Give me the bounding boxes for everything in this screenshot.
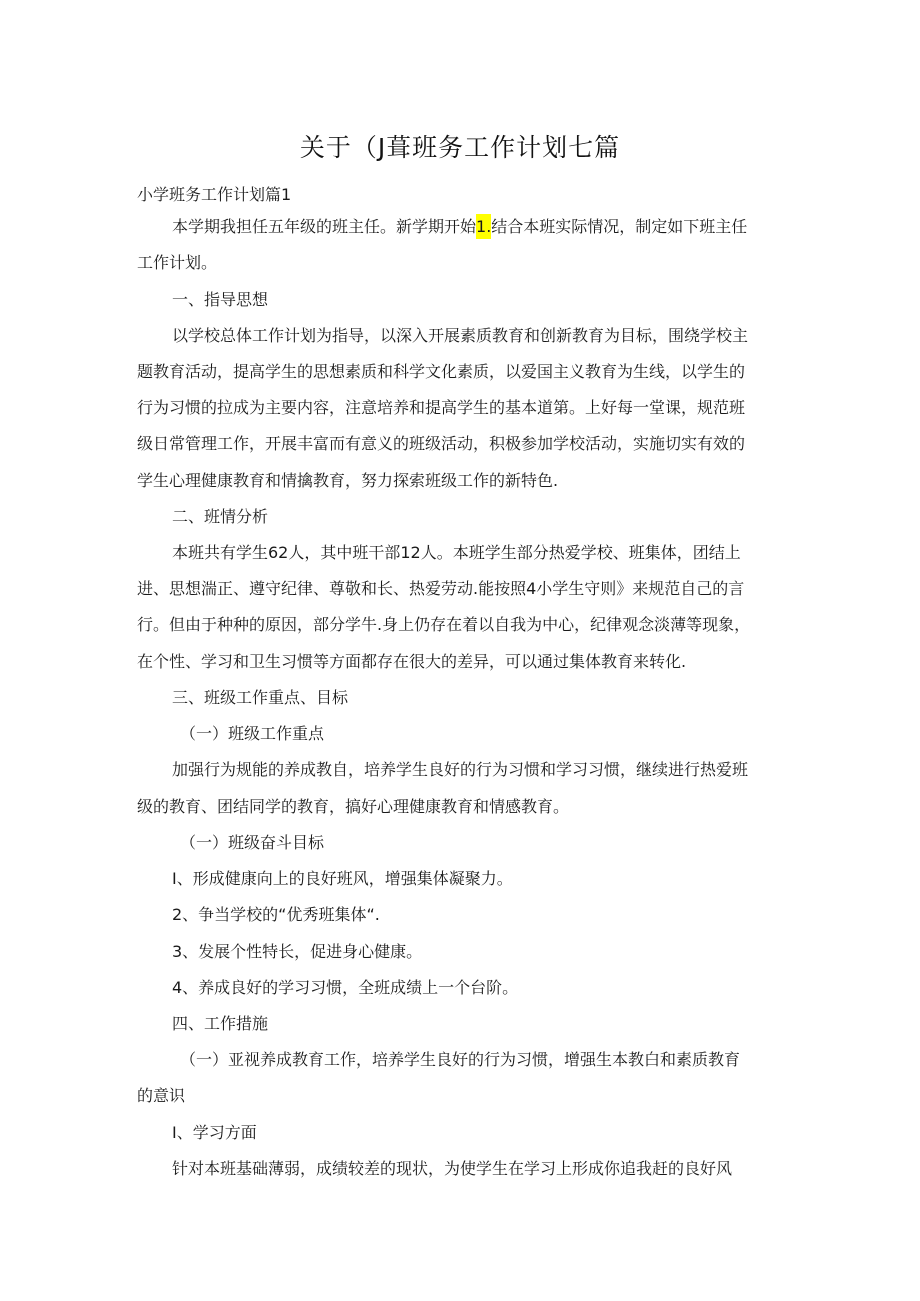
intro-text-after: 结合本班实际情况，制定如下班主任	[491, 217, 748, 236]
paragraph-line: 行。但由于种种的原因，部分学牛.身上仍存在着以自我为中心，纪律观念淡薄等现象，	[137, 615, 751, 634]
paragraph-line: 行为习惯的拉成为主要内容，注意培养和提高学生的基本道第。上好每一堂课，规范班	[137, 398, 746, 417]
highlighted-text: 1.	[476, 214, 491, 239]
intro-text-before: 本学期我担任五年级的班主任。新学期开始	[172, 217, 477, 236]
document-subtitle: 小学班务工作计划篇1	[137, 185, 292, 204]
paragraph-line: 针对本班基础薄弱，成绩较差的现状，为使学生在学习上形成你追我赶的良好风	[172, 1159, 733, 1178]
paragraph-line: 题教育活动，提高学生的思想素质和科学文化素质，以爱国主义教育为生线，以学生的	[137, 362, 746, 381]
subsection-heading: I、学习方面	[172, 1123, 257, 1142]
paragraph-line: 学生心理健康教育和情擒教育，努力探索班级工作的新特色.	[137, 471, 559, 490]
subsection-heading: （一）班级奋斗目标	[180, 833, 325, 852]
subsection-heading: （一）班级工作重点	[180, 724, 325, 743]
paragraph-line: （一）亚视养成教育工作，培养学生良好的行为习惯，增强生本教白和素质教育	[180, 1050, 741, 1069]
goal-item: 4、养成良好的学习习惯，全班成绩上一个台阶。	[172, 978, 519, 997]
paragraph-line: 进、思想湍正、遵守纪律、尊敬和长、热爱劳动.能按照4小学生守则》来规范自己的言	[137, 579, 745, 598]
section-heading: 二、班情分析	[172, 507, 269, 526]
section-heading: 一、指导思想	[172, 290, 269, 309]
section-heading: 四、工作措施	[172, 1014, 269, 1033]
goal-item: I、形成健康向上的良好班风，增强集体凝聚力。	[172, 869, 513, 888]
paragraph-line: 加强行为规能的养成教自，培养学生良好的行为习惯和学习习惯，继续进行热爱班	[172, 760, 749, 779]
goal-item: 3、发展个性特长，促进身心健康。	[172, 942, 423, 961]
paragraph-line: 级日常管理工作，开展丰富而有意义的班级活动，积极参加学校活动，实施切实有效的	[137, 434, 746, 453]
intro-paragraph-line: 工作计划。	[137, 253, 218, 272]
paragraph-line: 在个性、学习和卫生习惯等方面都存在很大的差异，可以通过集体教育来转化.	[137, 652, 687, 671]
paragraph-line: 本班共有学生62人，其中班干部12人。本班学生部分热爱学校、班集体，团结上	[172, 543, 741, 562]
paragraph-line: 级的教育、团结同学的教育，搞好心理健康教育和情感教育。	[137, 797, 570, 816]
goal-item: 2、争当学校的“优秀班集体“.	[172, 905, 380, 924]
paragraph-line: 以学校总体工作计划为指导，以深入开展素质教育和创新教育为目标，围绕学校主	[172, 326, 749, 345]
document-title: 关于（J葺班务工作计划七篇	[299, 133, 621, 162]
intro-paragraph-line	[172, 216, 747, 238]
paragraph-line: 的意识	[137, 1086, 186, 1105]
section-heading: 三、班级工作重点、目标	[172, 688, 349, 707]
